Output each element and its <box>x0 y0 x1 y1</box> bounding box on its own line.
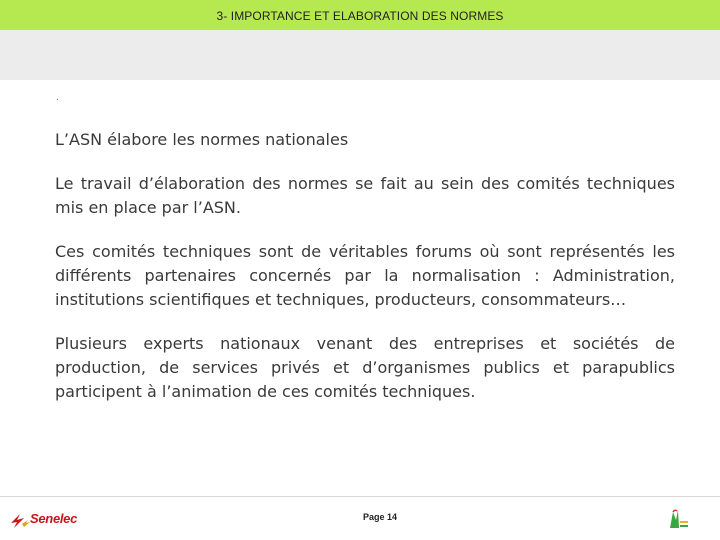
paragraph-1: L’ASN élabore les normes nationales <box>55 130 349 149</box>
paragraph-2: Le travail d’élaboration des normes se fait au sein des comités techniques mis en place par l’ASN. <box>55 174 675 217</box>
agency-logo-icon <box>664 506 690 532</box>
paragraph-3: Ces comités techniques sont de véritables forums où sont représentés les différents partenaires concernés par la normalisation : Administration, institutions scientifiques et techniques, producteurs, consommateurs… <box>55 242 675 309</box>
footer-divider <box>0 496 720 497</box>
paragraph-4: Plusieurs experts nationaux venant des entreprises et sociétés de production, de services privés et d’organismes publics et parapublics participent à l’animation de ces comités techniques. <box>55 334 675 401</box>
header-band <box>0 30 720 80</box>
slide-content <box>55 128 675 429</box>
senelec-logo-text: Senelec <box>30 511 78 526</box>
bullet-mark: . <box>56 93 59 103</box>
slide-title: 3- IMPORTANCE ET ELABORATION DES NORMES <box>216 9 504 23</box>
page-number: Page 14 <box>362 512 398 522</box>
